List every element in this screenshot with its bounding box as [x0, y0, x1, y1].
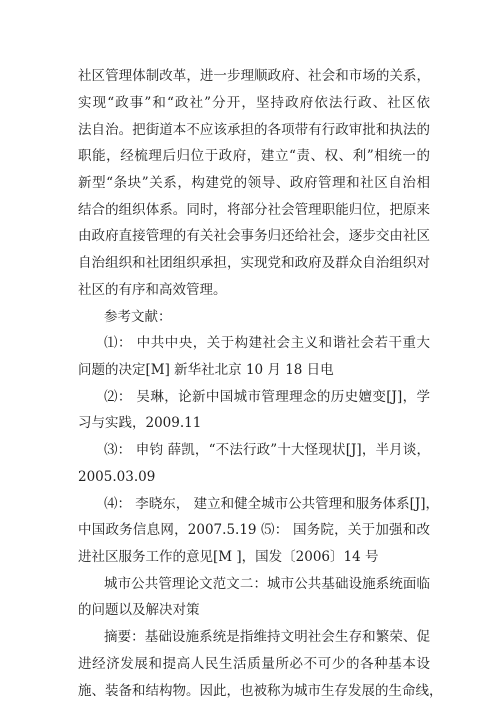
abstract-line: 摘要：基础设施系统是指维持文明社会生存和繁荣、促	[104, 629, 430, 645]
reference-line: 2005.03.09	[78, 469, 156, 485]
reference-line: ⑴： 中共中央，关于构建社会主义和谐社会若干重大	[104, 335, 430, 351]
body-text-line: 社区管理体制改革，进一步理顺政府、社会和市场的关系，	[78, 68, 430, 84]
reference-line: ⑵： 吴琳，论新中国城市管理理念的历史嬗变[J]，学	[104, 389, 430, 405]
reference-line: 进社区服务工作的意见[M ]，国发〔2006〕14 号	[78, 549, 379, 565]
body-text-line: 结合的组织体系。同时，将部分社会管理职能归位，把原来	[78, 202, 430, 218]
body-text-line: 新型“条块”关系，构建党的领导、政府管理和社区自治相	[78, 175, 430, 191]
reference-line: 问题的决定[M] 新华社北京 10 月 18 日电	[78, 362, 334, 378]
body-text-line: 由政府直接管理的有关社会事务归还给社会，逐步交由社区	[78, 228, 430, 244]
body-text-line: 实现“政事”和“政社”分开，坚持政府依法行政、社区依	[78, 95, 430, 111]
section-title: 的问题以及解决对策	[78, 602, 200, 618]
references-heading: 参考文献：	[104, 309, 172, 325]
body-text-line: 自治组织和社团组织承担，实现党和政府及群众自治组织对	[78, 255, 430, 271]
body-text-line: 社区的有序和高效管理。	[78, 282, 227, 298]
section-title: 城市公共管理论文范文二：城市公共基础设施系统面临	[104, 576, 430, 592]
body-text-line: 职能，经梳理后归位于政府，建立“责、权、利”相统一的	[78, 148, 430, 164]
abstract-line: 施、装备和结构物。因此，也被称为城市生存发展的生命线，	[78, 683, 443, 699]
reference-line: 习与实践，2009.11	[78, 415, 202, 431]
body-text-line: 法自治。把街道本不应该承担的各项带有行政审批和执法的	[78, 122, 430, 138]
reference-line: ⑷： 李晓东， 建立和健全城市公共管理和服务体系[J]，	[104, 496, 440, 512]
abstract-line: 进经济发展和提高人民生活质量所必不可少的各种基本设	[78, 656, 430, 672]
reference-line: 中国政务信息网，2007.5.19 ⑸： 国务院，关于加强和改	[78, 522, 430, 538]
reference-line: ⑶： 申钧 薛凯，“不法行政”十大怪现状[J]，半月谈，	[104, 442, 430, 458]
